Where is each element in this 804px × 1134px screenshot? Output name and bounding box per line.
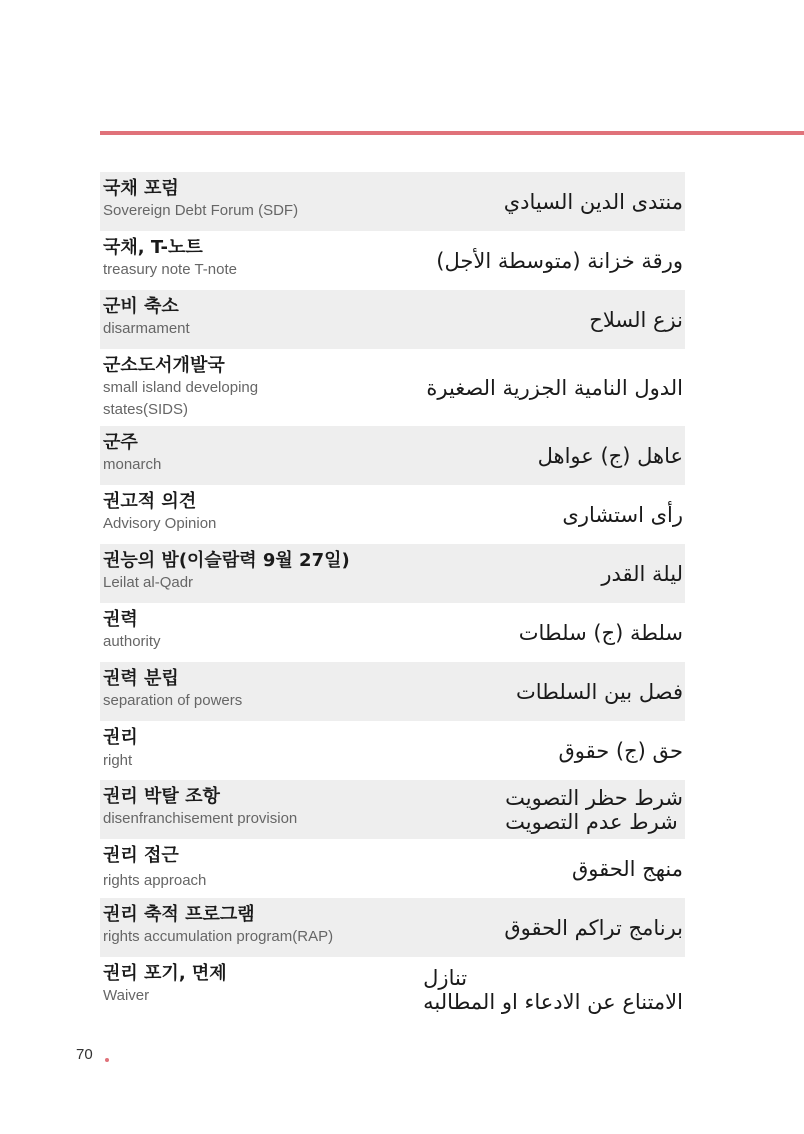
- arabic-line: منتدى الدين السيادي: [503, 189, 683, 214]
- korean-term: 권력 분립: [103, 668, 179, 689]
- english-term: Sovereign Debt Forum (SDF): [103, 202, 299, 219]
- arabic-line: شرط حظر التصويت: [505, 785, 683, 810]
- arabic-term: [572, 839, 683, 898]
- arabic-line: نزع السلاح: [589, 307, 683, 332]
- english-term: authority: [103, 633, 161, 650]
- arabic-term: [504, 172, 683, 231]
- arabic-line: منهج الحقوق: [571, 856, 683, 881]
- glossary-row: [100, 426, 685, 485]
- arabic-term: [423, 957, 683, 1023]
- arabic-line: حق (ج) حقوق: [558, 738, 683, 763]
- english-term: disenfranchisement provision: [103, 810, 298, 827]
- korean-term: 군비 축소: [103, 296, 179, 317]
- glossary-row: [100, 780, 685, 839]
- arabic-term: [558, 721, 683, 780]
- korean-term: 권리 축적 프로그램: [103, 904, 255, 925]
- arabic-term: [519, 603, 683, 662]
- arabic-line: عاهل (ج) عواهل: [537, 443, 683, 468]
- arabic-line: ليلة القدر: [601, 561, 683, 586]
- korean-term: 군소도서개발국: [103, 355, 225, 376]
- english-term: right: [103, 752, 133, 769]
- english-term: rights approach: [103, 872, 207, 889]
- arabic-term: [562, 485, 683, 544]
- glossary-row: [100, 231, 685, 290]
- page-marker-dot: [105, 1058, 109, 1062]
- arabic-term: [504, 898, 683, 957]
- glossary-row: [100, 721, 685, 780]
- english-term: Advisory Opinion: [103, 515, 217, 532]
- glossary-row: [100, 172, 685, 231]
- korean-term: 권리 접근: [103, 845, 179, 866]
- glossary-row: [100, 898, 685, 957]
- arabic-line: شرط عدم التصويت: [505, 809, 678, 834]
- arabic-line: برنامج تراكم الحقوق: [504, 915, 683, 940]
- arabic-line: الامتناع عن الادعاء او المطالبه: [423, 990, 683, 1014]
- korean-term: 국채 포럼: [103, 178, 179, 199]
- glossary-row: [100, 349, 685, 426]
- glossary-row: [100, 290, 685, 349]
- glossary-row: [100, 839, 685, 898]
- arabic-line: ورقة خزانة (متوسطة الأجل): [436, 248, 683, 273]
- korean-term: 권리 박탈 조항: [103, 786, 220, 807]
- arabic-line: تنازل: [423, 966, 468, 990]
- arabic-term: [505, 780, 683, 839]
- arabic-term: [538, 426, 683, 485]
- arabic-line: الدول النامية الجزرية الصغيرة: [426, 375, 683, 400]
- glossary-table: [100, 172, 685, 1023]
- arabic-term: [426, 349, 683, 426]
- korean-term: 국채, T-노트: [103, 237, 203, 258]
- korean-term: 권리: [103, 727, 138, 748]
- page-number: 70: [76, 1046, 93, 1063]
- arabic-term: [601, 544, 683, 603]
- korean-term: 권능의 밤(이슬람력 9월 27일): [103, 550, 350, 571]
- top-rule: [100, 131, 804, 135]
- arabic-term: [436, 231, 683, 290]
- korean-term: 권고적 의견: [103, 491, 197, 512]
- english-term: Leilat al-Qadr: [103, 574, 194, 591]
- korean-term: 군주: [103, 432, 138, 453]
- korean-term: 권력: [103, 609, 138, 630]
- arabic-line: سلطة (ج) سلطات: [518, 620, 683, 645]
- arabic-line: رأى استشارى: [562, 502, 683, 527]
- english-term: disarmament: [103, 320, 190, 337]
- glossary-row: [100, 957, 685, 1023]
- english-term: monarch: [103, 456, 162, 473]
- korean-term: 권리 포기, 면제: [103, 963, 227, 984]
- english-term: small island developing states(SIDS): [103, 379, 259, 418]
- glossary-row: [100, 662, 685, 721]
- arabic-line: فصل بين السلطات: [516, 679, 683, 704]
- english-term: treasury note T-note: [103, 261, 237, 278]
- arabic-term: [589, 290, 683, 349]
- english-term: separation of powers: [103, 692, 243, 709]
- english-term: Waiver: [103, 987, 150, 1004]
- arabic-term: [516, 662, 683, 721]
- english-term: rights accumulation program(RAP): [103, 928, 334, 945]
- glossary-row: [100, 544, 685, 603]
- glossary-row: [100, 603, 685, 662]
- glossary-row: [100, 485, 685, 544]
